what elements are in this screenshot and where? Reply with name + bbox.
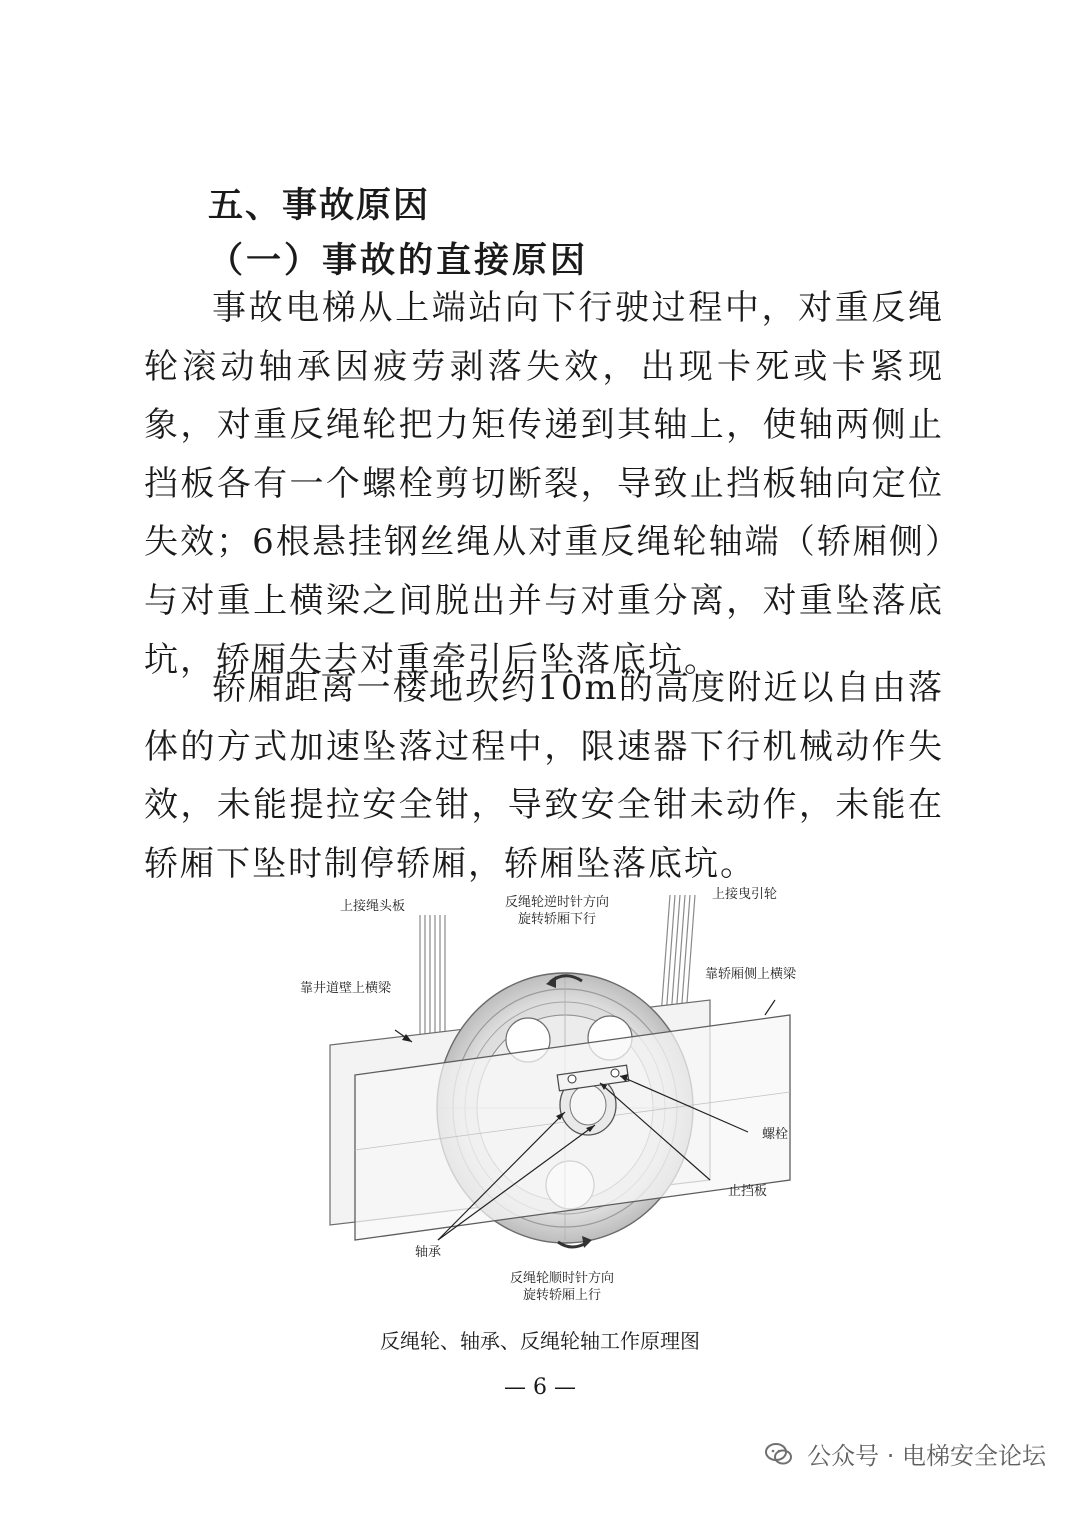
page-number: — 6 — [504, 1375, 576, 1400]
label-top-center-line1: 反绳轮逆时针方向 [505, 895, 610, 910]
figure-caption: 反绳轮、轴承、反绳轮轴工作原理图 [380, 1329, 700, 1353]
label-left-beam: 靠井道壁上横梁 [300, 981, 392, 996]
label-bottom-center [510, 1270, 614, 1304]
label-bottom-center-line2: 旋转轿厢上行 [523, 1288, 602, 1303]
subsection-heading: （一）事故的直接原因 [208, 240, 589, 281]
sheave-drawing [320, 880, 820, 1310]
paragraph-2: 轿厢距离一楼地坎约10m的高度附近以自由落体的方式加速坠落过程中，限速器下行机械动作失效，未能提拉安全钳，导致安全钳未动作，未能在轿厢下坠时制停轿厢，轿厢坠落底坑。 [144, 668, 944, 884]
wechat-icon [765, 1442, 793, 1466]
paragraph-1: 事故电梯从上端站向下行驶过程中，对重反绳轮滚动轴承因疲劳剥落失效，出现卡死或卡紧现象，对重反绳轮把力矩传递到其轴上，使轴两侧止挡板各有一个螺栓剪切断裂，导致止挡板轴向定位失效；6根悬挂钢丝绳从对重反绳轮轴端（轿厢侧）与对重上横梁之间脱出并与对重分离，对重坠落底坑，轿厢失去对重牵引后坠落底坑。 [144, 288, 944, 680]
label-bolt: 螺栓 [762, 1127, 789, 1142]
label-stop-plate: 止挡板 [728, 1184, 768, 1199]
section-heading: 五、事故原因 [208, 186, 431, 226]
label-right-beam: 靠轿厢侧上横梁 [705, 967, 797, 982]
watermark [765, 1436, 1046, 1471]
label-bearing: 轴承 [415, 1245, 442, 1260]
label-top-center-line2: 旋转轿厢下行 [518, 912, 597, 927]
bolt-right [611, 1069, 619, 1077]
sheave-diagram [300, 880, 820, 1310]
watermark-text: 公众号 · 电梯安全论坛 [807, 1442, 1046, 1470]
label-top-center [505, 894, 609, 928]
bolt-left [568, 1075, 576, 1083]
label-top-right: 上接曳引轮 [712, 887, 778, 902]
label-bottom-center-line1: 反绳轮顺时针方向 [510, 1271, 615, 1286]
label-top-left: 上接绳头板 [340, 899, 406, 914]
